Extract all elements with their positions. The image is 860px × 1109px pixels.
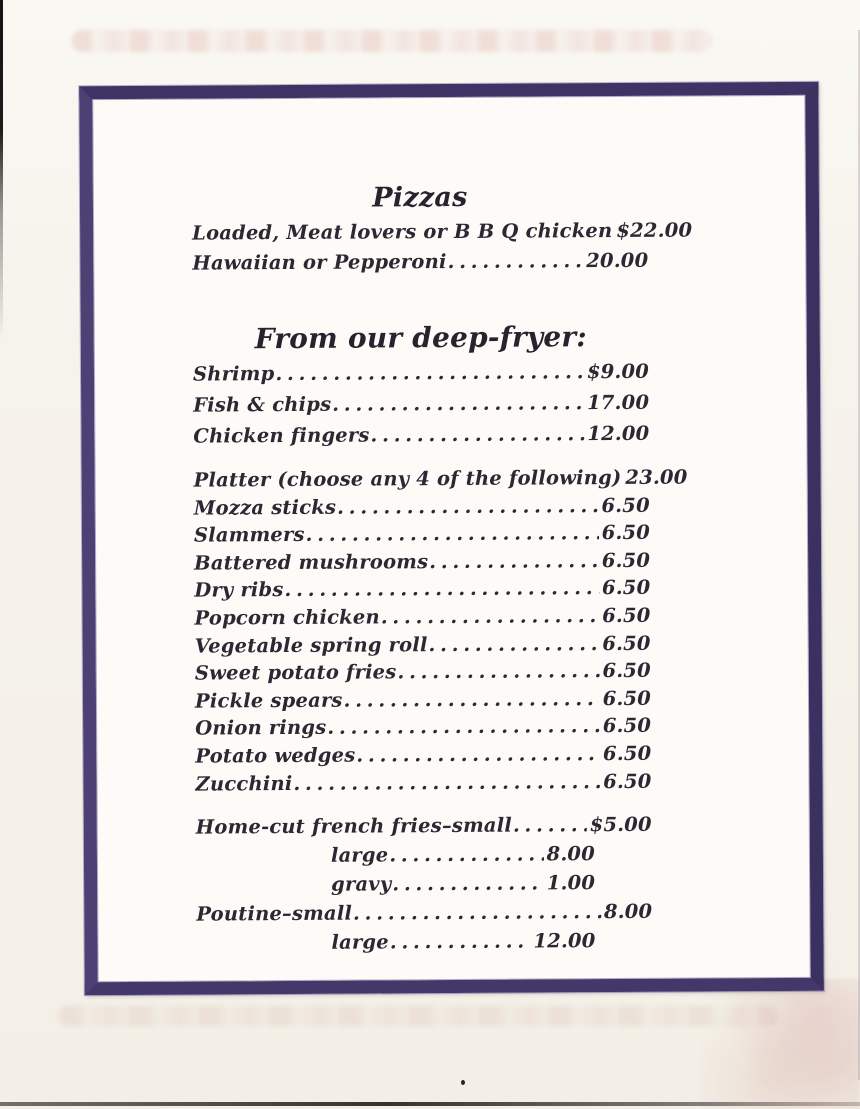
menu-item-name: Onion rings — [195, 716, 327, 740]
menu-item-name: large — [330, 843, 389, 867]
dot-leader — [305, 519, 599, 548]
menu-item-row — [196, 810, 652, 842]
menu-item-row — [194, 602, 650, 632]
scan-stain-bottom-right — [700, 979, 860, 1109]
menu-content — [92, 95, 810, 982]
menu-item-price: 6.50 — [601, 548, 651, 572]
platter-item-list — [193, 464, 688, 798]
menu-item-name: Popcorn chicken — [194, 605, 380, 630]
dot-leader — [331, 387, 584, 420]
menu-item-row — [194, 574, 650, 604]
menu-item-row — [195, 685, 651, 715]
menu-item-name: Platter (choose any 4 of the following) — [193, 465, 622, 492]
menu-item-price: 6.50 — [603, 769, 652, 793]
menu-item-row — [331, 868, 595, 899]
menu-item-row — [193, 464, 688, 494]
menu-item-price: 12.00 — [533, 929, 596, 953]
menu-item-price: 6.50 — [601, 576, 651, 600]
menu-item-price: 12.00 — [587, 421, 650, 446]
dot-leader — [612, 216, 613, 246]
menu-item-row — [331, 839, 595, 870]
dot-leader — [292, 768, 600, 797]
section-fries-poutine — [196, 810, 653, 958]
menu-item-name: Pickle spears — [194, 688, 343, 713]
dot-leader — [326, 712, 600, 741]
dot-leader — [446, 246, 583, 277]
dot-leader — [388, 840, 544, 870]
menu-item-name: large — [331, 930, 389, 954]
menu-item-name: Poutine–small — [196, 901, 353, 926]
menu-item-price: $22.00 — [616, 218, 693, 242]
menu-item-row — [195, 657, 651, 687]
menu-item-row — [195, 629, 651, 659]
menu-item-row — [194, 491, 650, 521]
dot-leader — [352, 897, 601, 928]
scan-bleed-through-bottom — [58, 1006, 778, 1026]
menu-item-row — [192, 216, 693, 249]
menu-item-row — [193, 387, 649, 421]
menu-item-price: 6.50 — [601, 520, 651, 545]
menu-item-price: $5.00 — [589, 812, 652, 837]
menu-item-row — [195, 740, 651, 770]
menu-item-row — [192, 246, 648, 279]
dot-leader — [428, 547, 599, 576]
section-deep-fryer — [193, 320, 650, 452]
menu-item-price: 6.50 — [602, 631, 651, 655]
menu-item-row — [331, 926, 595, 957]
menu-item-name: Potato wedges — [195, 743, 356, 768]
scan-speck — [461, 1080, 465, 1085]
dot-leader — [283, 574, 599, 604]
dot-leader — [396, 657, 599, 686]
menu-item-price: 23.00 — [625, 465, 688, 489]
menu-item-row — [193, 418, 649, 452]
menu-item-row — [194, 519, 650, 549]
menu-item-name: gravy — [331, 872, 392, 896]
section-heading-deep-fryer: From our deep-fryer: — [254, 320, 587, 356]
dot-leader — [342, 685, 599, 714]
menu-item-price: 6.50 — [602, 658, 651, 683]
menu-item-price: $9.00 — [586, 359, 650, 384]
menu-item-price: 6.50 — [602, 741, 652, 766]
menu-item-price: 6.50 — [602, 603, 651, 628]
menu-item-name: Vegetable spring roll — [194, 632, 428, 658]
section-pizzas — [192, 181, 693, 279]
menu-item-price: 6.50 — [601, 493, 650, 517]
deep-fryer-item-list — [193, 356, 650, 452]
dot-leader — [369, 418, 584, 450]
scan-edge-line-left — [0, 0, 3, 340]
menu-item-price: 1.00 — [546, 871, 596, 895]
menu-item-name: Shrimp — [192, 362, 275, 386]
menu-item-price: 17.00 — [587, 390, 650, 415]
menu-item-price: 6.50 — [602, 714, 652, 738]
menu-item-name: Hawaiian or Pepperoni — [192, 250, 447, 275]
scan-bleed-through-top — [72, 30, 712, 52]
dot-leader — [389, 927, 531, 957]
dot-leader — [380, 602, 600, 631]
menu-item-price: 8.00 — [603, 899, 653, 924]
fries-poutine-item-list — [196, 810, 653, 958]
dot-leader — [355, 740, 600, 769]
menu-item-name: Chicken fingers — [193, 423, 370, 448]
menu-item-price: 6.50 — [602, 686, 652, 710]
menu-item-name: Mozza sticks — [193, 495, 337, 520]
section-heading-pizzas: Pizzas — [372, 181, 468, 214]
menu-item-name: Fish & chips — [193, 392, 332, 417]
menu-item-row — [195, 712, 651, 742]
dot-leader — [621, 464, 622, 492]
menu-item-name: Zucchini — [195, 771, 293, 796]
menu-item-row — [194, 547, 650, 577]
dot-leader — [391, 869, 544, 899]
menu-item-name: Slammers — [193, 523, 305, 547]
menu-item-name: Sweet potato fries — [194, 660, 397, 685]
menu-item-name: Home-cut french fries–small — [195, 813, 512, 839]
dot-leader — [336, 492, 599, 521]
menu-item-name: Loaded, Meat lovers or B B Q chicken — [192, 219, 613, 245]
dot-leader — [274, 356, 584, 389]
menu-border-frame — [79, 82, 824, 995]
scan-edge-line-bottom — [0, 1102, 860, 1106]
menu-item-name: Battered mushrooms — [194, 549, 429, 575]
menu-item-row — [196, 897, 652, 929]
section-platter — [193, 464, 688, 798]
dot-leader — [512, 810, 587, 839]
menu-item-name: Dry ribs — [194, 578, 284, 602]
menu-item-price: 20.00 — [586, 248, 649, 273]
pizzas-item-list — [192, 216, 693, 279]
menu-item-row — [193, 356, 649, 390]
dot-leader — [427, 630, 599, 659]
menu-item-price: 8.00 — [546, 842, 595, 866]
menu-item-row — [195, 767, 651, 797]
